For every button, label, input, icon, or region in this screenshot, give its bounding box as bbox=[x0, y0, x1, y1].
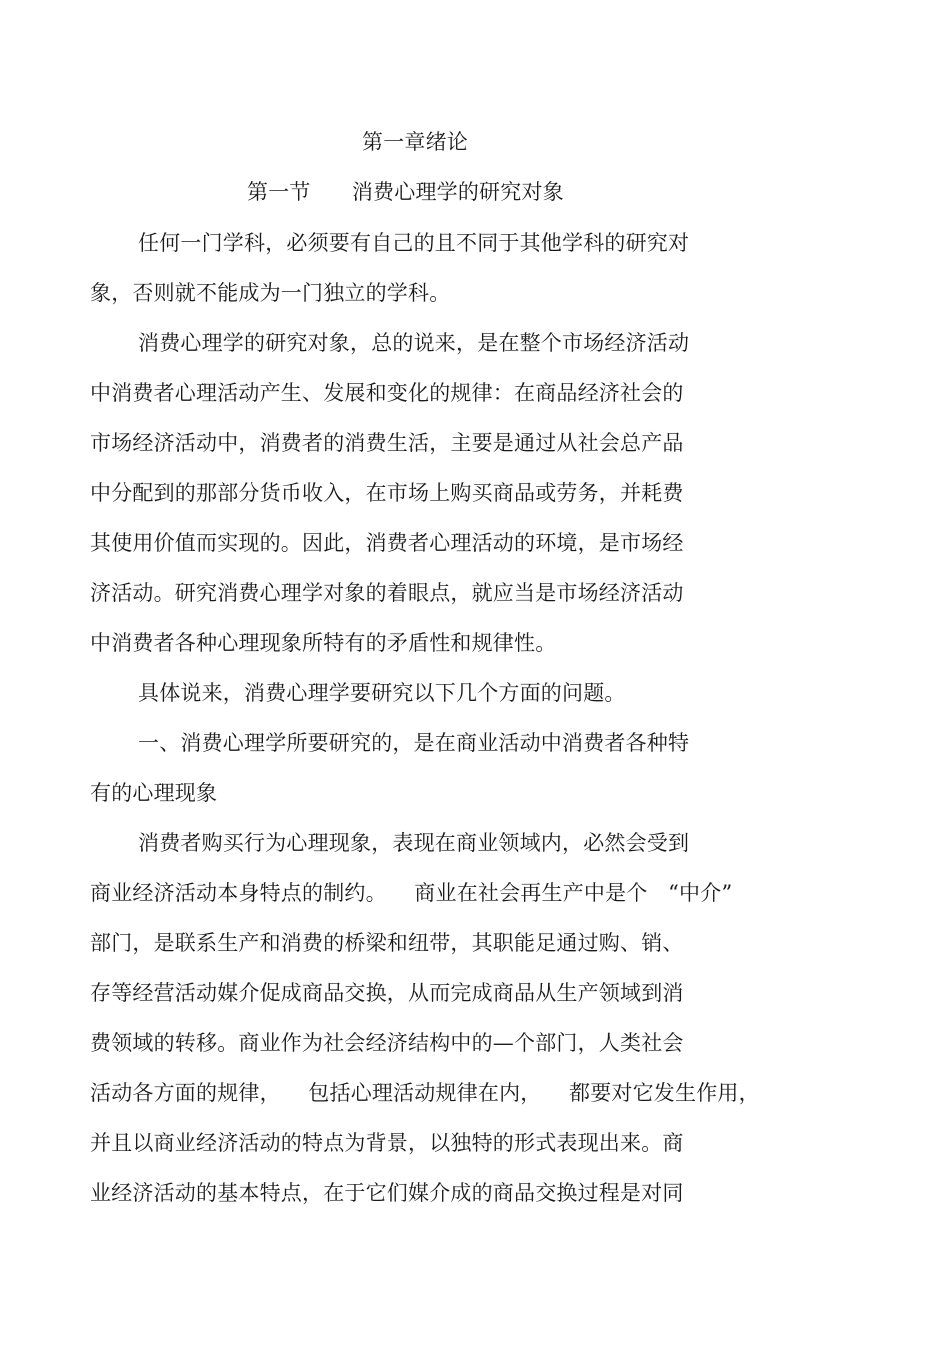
paragraph-line: 业经济活动的基本特点，在于它们媒介成的商品交换过程是对同 bbox=[90, 1181, 684, 1205]
paragraph-line: 有的心理现象 bbox=[90, 781, 218, 805]
paragraph-line: 活动各方面的规律， 包括心理活动规律在内， 都要对它发生作用， bbox=[90, 1081, 760, 1105]
paragraph-line: 一、消费心理学所要研究的，是在商业活动中消费者各种特 bbox=[138, 731, 690, 755]
section-title: 第一节 消费心理学的研究对象 bbox=[247, 180, 564, 204]
paragraph-line: 消费心理学的研究对象，总的说来，是在整个市场经济活动 bbox=[138, 331, 690, 355]
paragraph-line: 其使用价值而实现的。因此，消费者心理活动的环境，是市场经 bbox=[90, 531, 684, 555]
paragraph-line: 济活动。研究消费心理学对象的着眼点，就应当是市场经济活动 bbox=[90, 581, 684, 605]
paragraph-line: 中分配到的那部分货币收入，在市场上购买商品或劳务，并耗费 bbox=[90, 481, 684, 505]
paragraph-line: 市场经济活动中，消费者的消费生活，主要是通过从社会总产品 bbox=[90, 431, 684, 455]
paragraph-line: 中消费者心理活动产生、发展和变化的规律：在商品经济社会的 bbox=[90, 381, 684, 405]
paragraph-line: 商业经济活动本身特点的制约。 商业在社会再生产中是个 “中介” bbox=[90, 881, 733, 905]
paragraph-line: 中消费者各种心理现象所特有的矛盾性和规律性。 bbox=[90, 631, 557, 655]
paragraph-line: 费领域的转移。商业作为社会经济结构中的—个部门，人类社会 bbox=[90, 1031, 684, 1055]
paragraph-line: 部门，是联系生产和消费的桥梁和纽带，其职能足通过购、销、 bbox=[90, 931, 684, 955]
paragraph-line: 任何一门学科，必须要有自己的且不同于其他学科的研究对 bbox=[138, 231, 690, 255]
paragraph-line: 具体说来，消费心理学要研究以下几个方面的问题。 bbox=[138, 681, 626, 705]
paragraph-line: 象，否则就不能成为一门独立的学科。 bbox=[90, 281, 451, 305]
chapter-title: 第一章绪论 bbox=[362, 130, 468, 154]
paragraph-line: 并且以商业经济活动的特点为背景，以独特的形式表现出来。商 bbox=[90, 1131, 684, 1155]
paragraph-line: 消费者购买行为心理现象，表现在商业领域内，必然会受到 bbox=[138, 831, 690, 855]
paragraph-line: 存等经营活动媒介促成商品交换，从而完成商品从生产领域到消 bbox=[90, 981, 684, 1005]
